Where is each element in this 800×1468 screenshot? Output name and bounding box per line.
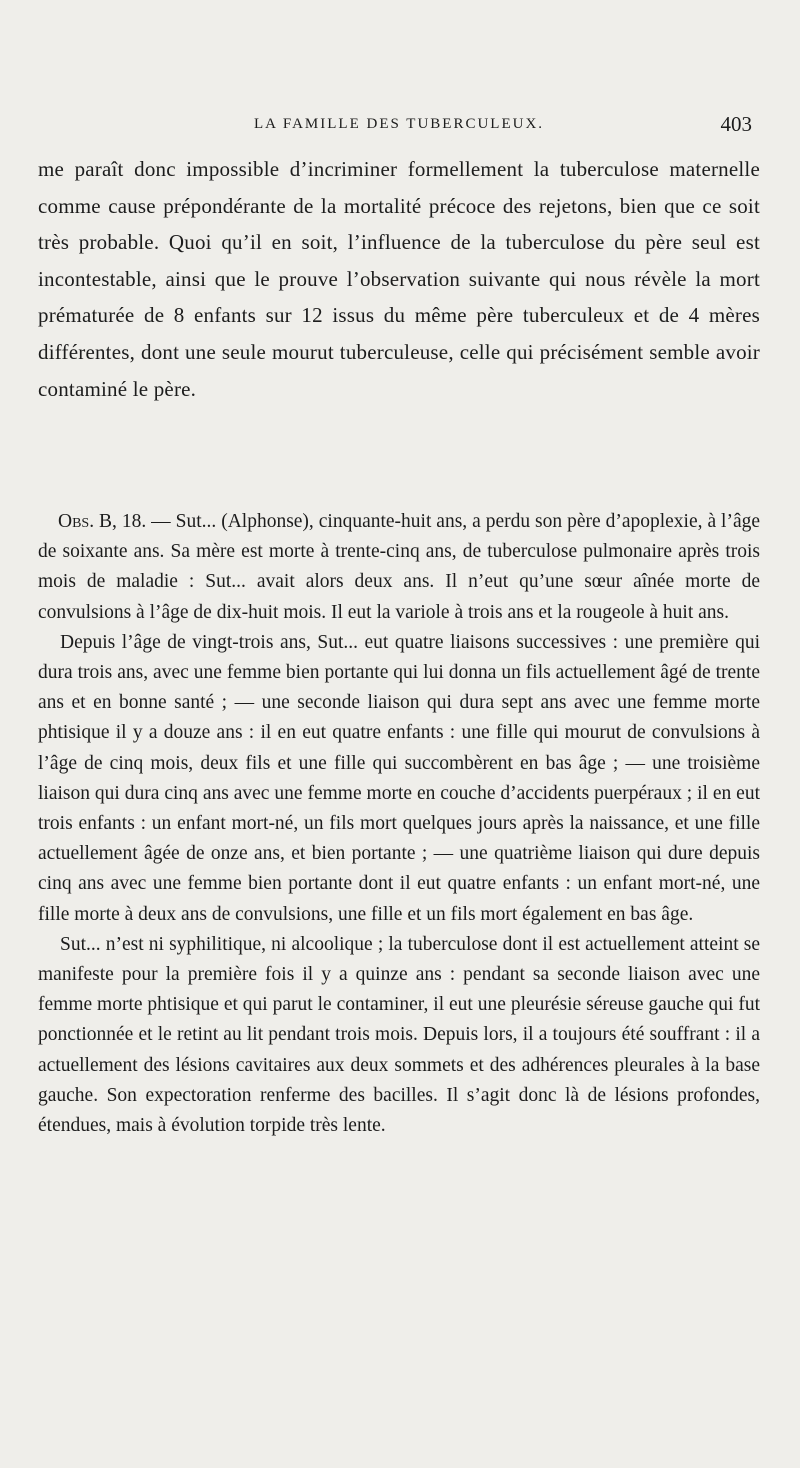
intro-section	[38, 151, 760, 407]
observation-section	[38, 507, 760, 1141]
observation-paragraph-1	[38, 507, 760, 628]
observation-paragraph-2: Depuis l’âge de vingt-trois ans, Sut... eut quatre liaisons successives : une première qui dura trois ans, avec une femme bien portante qui lui donna un fils actuellement âgé de trente ans et en bonne santé ; — une seconde liaison qui dura sept ans avec une femme morte phtisique il y a douze ans : il en eut quatre enfants : une fille qui mourut de convulsions à l’âge de cinq mois, deux fils et une fille qui succombèrent en bas âge ; — une troisième liaison qui dura cinq ans avec une femme morte en couche d’accidents puerpéraux ; il en eut trois enfants : un enfant mort-né, un fils mort quelques jours après la naissance, et une fille actuellement âgée de onze ans, et bien portante ; — une quatrième liaison qui dure depuis cinq ans avec une femme bien portante dont il eut quatre enfants : un enfant mort-né, une fille morte à deux ans de convulsions, une fille et un fils mort également en bas âge.	[38, 631, 760, 925]
intro-paragraph: me paraît donc impossible d’incriminer formellement la tuberculose maternelle comme cause prépondérante de la mortalité précoce des rejetons, bien que ce soit très probable. Quoi qu’il en soit, l’influence de la tuberculose du père seul est incontestable, ainsi que le prouve l’observation suivante qui nous révèle la mort prématurée de 8 enfants sur 12 issus du même père tuberculeux et de 4 mères différentes, dont une seule mourut tuberculeuse, celle qui précisément semble avoir contaminé le père.	[38, 157, 760, 401]
running-title: LA FAMILLE DES TUBERCULEUX.	[253, 116, 545, 132]
page-number: 403	[720, 112, 752, 136]
observation-paragraph-3: Sut... n’est ni syphilitique, ni alcoolique ; la tuberculose dont il est actuellement atteint se manifeste pour la première fois il y a quinze ans : pendant sa seconde liaison avec une femme morte phtisique et qui parut le contaminer, il eut une pleurésie séreuse gauche qui fut ponctionnée et le retint au lit pendant trois mois. Depuis lors, il a toujours été souffrant : il a actuellement des lésions cavitaires aux deux sommets et des adhérences pleurales à la base gauche. Son expectoration renferme des bacilles. Il s’agit donc là de lésions profondes, étendues, mais à évolution torpide très lente.	[38, 933, 760, 1137]
observation-label: Obs. B, 18.	[58, 511, 147, 532]
page-header	[38, 112, 760, 142]
observation-text-1: — Sut... (Alphonse), cinquante-huit ans, a perdu son père d’apoplexie, à l’âge de soixante ans. Sa mère est morte à trente-cinq ans, de tuberculose pulmonaire après trois mois de maladie : Sut... avait alors deux ans. Il n’eut qu’une sœur aînée morte de convulsions à l’âge de dix-huit mois. Il eut la variole à trois ans et la rougeole à huit ans.	[38, 511, 761, 623]
